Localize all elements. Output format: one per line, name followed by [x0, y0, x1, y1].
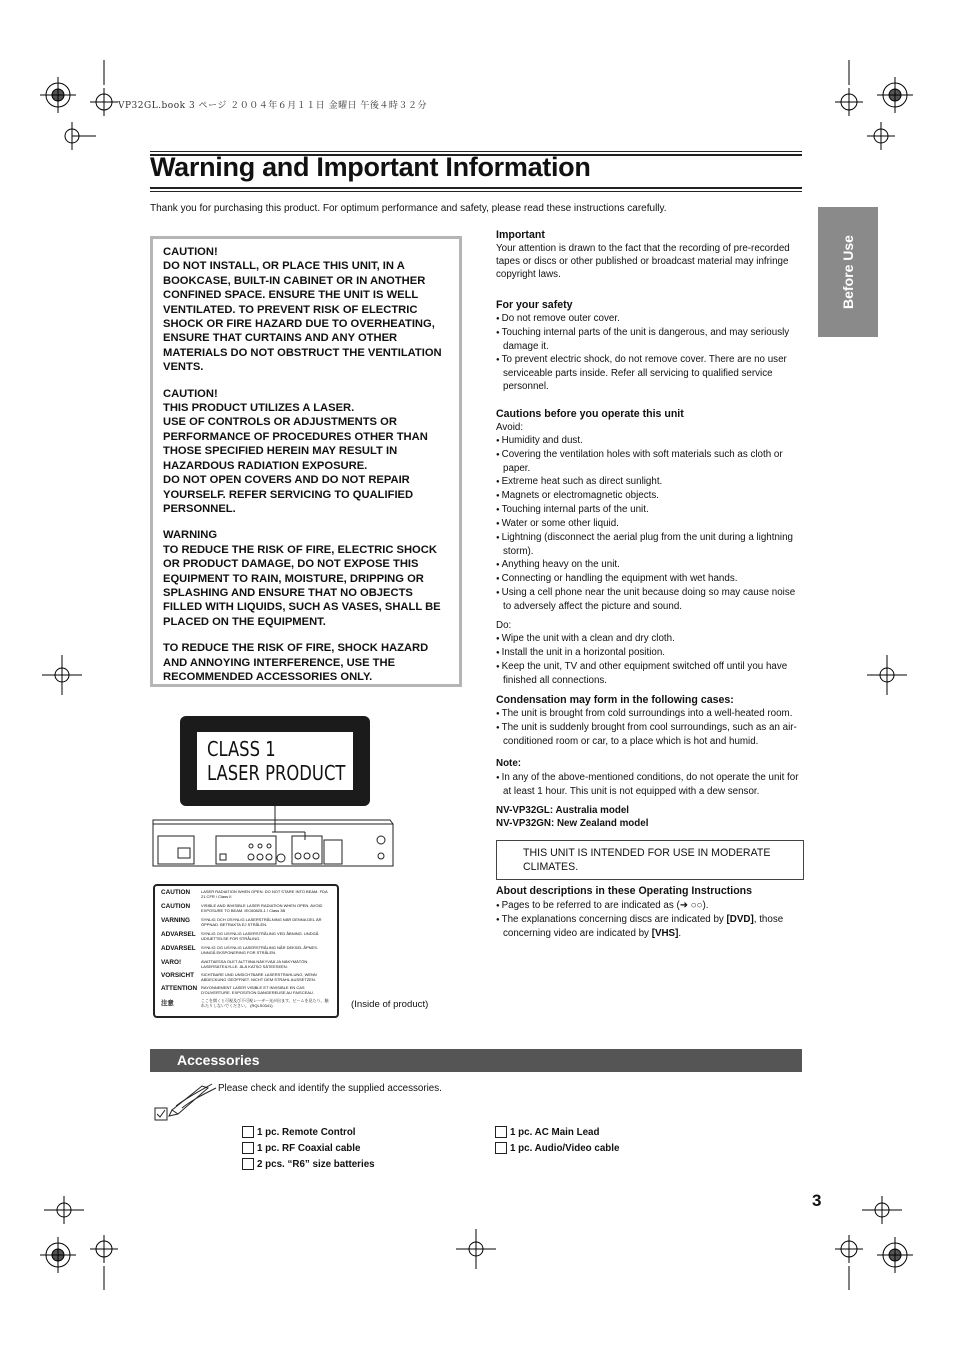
- warning-label-row: [161, 917, 331, 927]
- warning-word: ATTENTION: [161, 985, 198, 992]
- list-item: ● Magnets or electromagnetic objects.: [496, 489, 804, 503]
- checkbox[interactable]: [242, 1126, 254, 1138]
- warning-label-row: [161, 998, 331, 1008]
- laser-product-label: [180, 716, 370, 806]
- model-line-2: NV-VP32GN: New Zealand model: [496, 818, 649, 829]
- laser-label-line2: LASER PRODUCT: [207, 761, 346, 785]
- about-heading: About descriptions in these Operating Instructions: [496, 885, 753, 897]
- about-text: , those concerning video are indicated by: [503, 914, 784, 939]
- warning-word: ADVARSEL: [161, 931, 196, 938]
- title-rule-bottom: [150, 187, 802, 189]
- warning-label-row: [161, 931, 331, 941]
- avoid-label: Avoid:: [496, 422, 524, 433]
- warning-word: ADVARSEL: [161, 945, 196, 952]
- warning-paragraph-moisture: WARNING TO REDUCE THE RISK OF FIRE, ELECTRIC SHOCK OR PRODUCT DAMAGE, DO NOT EXPOSE THIS EQUIPMENT TO RAIN, MOISTURE, DRIPPING OR SPLASHING AND ENSURE THAT NO OBJECTS FILLED WITH LIQUIDS, SUCH AS VASES, SHALL BE PLACED ON THE EQUIPMENT.: [163, 529, 441, 628]
- important-heading: Important: [496, 229, 545, 241]
- checkbox[interactable]: [242, 1158, 254, 1170]
- warning-text: VISIBLE AND INVISIBLE LASER RADIATION WHEN OPEN. AVOID EXPOSURE TO BEAM. IEC60825-1 / Class 3B: [201, 903, 323, 913]
- about-text: The explanations concerning discs are indicated by: [501, 914, 727, 925]
- note-heading: Note:: [496, 758, 522, 769]
- about-descriptions: [496, 884, 804, 940]
- spacer: [496, 290, 804, 298]
- intro-text: Thank you for purchasing this product. For optimum performance and safety, please read these instructions carefully.: [150, 203, 667, 214]
- accessory-item[interactable]: [495, 1126, 599, 1140]
- list-item: ● Wipe the unit with a clean and dry cloth.: [496, 632, 804, 646]
- warning-text: LASER RADIATION WHEN OPEN. DO NOT STARE INTO BEAM. FDA 21 CFR / Class II: [201, 889, 328, 899]
- about-list: [496, 899, 804, 940]
- page-title: Warning and Important Information: [150, 152, 591, 182]
- list-item: ● Water or some other liquid.: [496, 517, 804, 531]
- warning-label-row: [161, 985, 331, 995]
- warning-text: SYNLIG OCH OSYNLIG LASERSTRÅLNING NÄR DENNA DEL ÄR ÖPPNAD. BETRAKTA EJ STRÅLEN.: [201, 917, 322, 927]
- model-line-1: NV-VP32GL: Australia model: [496, 805, 630, 816]
- warning-word: 注意: [161, 1000, 174, 1007]
- list-item: ● The unit is brought from cold surroundings into a well-heated room.: [496, 707, 804, 721]
- warning-label-row: [161, 889, 331, 899]
- do-label: Do:: [496, 620, 512, 631]
- safety-heading: For your safety: [496, 299, 573, 311]
- side-tab-before-use[interactable]: [818, 207, 878, 337]
- climate-notice-box: THIS UNIT IS INTENDED FOR USE IN MODERATE CLIMATES.: [496, 840, 804, 880]
- accessory-item[interactable]: [242, 1126, 356, 1140]
- warning-word: VARNING: [161, 917, 190, 924]
- note-list: [496, 771, 804, 798]
- warning-text: ここを開くと可視及び不可視レーザー光が出ます。ビームを見たり、触れたりしないでください。 (RQLS0341): [201, 998, 329, 1008]
- warning-label-row: [161, 903, 331, 913]
- accessory-item[interactable]: [495, 1142, 619, 1156]
- check-pen-icon: [152, 1078, 218, 1124]
- accessory-label: 1 pc. Remote Control: [257, 1127, 356, 1138]
- accessories-note: Please check and identify the supplied accessories.: [218, 1083, 442, 1094]
- avoid-list: [496, 434, 804, 613]
- checkbox[interactable]: [242, 1142, 254, 1154]
- laser-label-text: [207, 737, 345, 785]
- warning-label-row: [161, 959, 331, 969]
- list-item: ● Anything heavy on the unit.: [496, 558, 804, 572]
- warning-label-row: [161, 945, 331, 955]
- safety-list: [496, 312, 804, 393]
- accessory-item[interactable]: [242, 1142, 360, 1156]
- list-item: ● To prevent electric shock, do not remove cover. There are no user serviceable parts inside. Refer all servicing to qualified service personnel.: [496, 353, 804, 393]
- list-item: ● Connecting or handling the equipment with wet hands.: [496, 572, 804, 586]
- warning-word: VORSICHT: [161, 972, 195, 979]
- unit-rear-panel-illustration: [150, 800, 400, 872]
- list-item: ● Pages to be referred to are indicated as (➜ ○○).: [496, 899, 804, 913]
- warning-text: SYNLIG OG USYNLIG LASERSTRÅLING NÅR DEKSEL ÅPNES. UNNGÅ EKSPONERING FOR STRÅLEN.: [201, 945, 318, 955]
- side-tab-label: Before Use: [840, 235, 856, 309]
- warning-text: SICHTBARE UND UNSICHTBARE LASERSTRAHLUNG, WENN ABDECKUNG GEÖFFNET. NICHT DEM STRAHL AUSSETZEN.: [201, 972, 317, 982]
- accessory-label: 1 pc. Audio/Video cable: [510, 1143, 620, 1154]
- warning-label-row: [161, 972, 331, 982]
- checkbox[interactable]: [495, 1126, 507, 1138]
- list-item: ● In any of the above-mentioned conditions, do not operate the unit for at least 1 hour. This unit is not equipped with a dew sensor.: [496, 771, 804, 798]
- dvd-indicator: [DVD]: [726, 914, 754, 925]
- list-item: ● Do not remove outer cover.: [496, 312, 804, 326]
- checkbox[interactable]: [495, 1142, 507, 1154]
- list-item: [496, 913, 804, 940]
- list-item: ● Touching internal parts of the unit is dangerous, and may seriously damage it.: [496, 326, 804, 353]
- list-item: ● Keep the unit, TV and other equipment switched off until you have finished all connections.: [496, 660, 804, 687]
- list-item: ● Extreme heat such as direct sunlight.: [496, 475, 804, 489]
- warning-text: RAYONNEMENT LASER VISIBLE ET INVISIBLE EN CAS D'OUVERTURE. EXPOSITION DANGEREUSE AU FAISCEAU.: [201, 985, 314, 995]
- warning-word: CAUTION: [161, 903, 191, 910]
- multilingual-warning-label: [153, 884, 339, 1018]
- page-number: 3: [812, 1191, 822, 1210]
- warning-text: AVATTAESSA OLET ALTTIINA NÄKYVÄÄ JA NÄKYMÄTÖN LASERSÄTEILYLLE. ÄLÄ KATSO SÄTEESEEN.: [201, 959, 308, 969]
- accessory-item[interactable]: [242, 1158, 375, 1172]
- condensation-list: [496, 707, 804, 748]
- caution-box: [150, 236, 462, 687]
- list-item: ● Lightning (disconnect the aerial plug from the unit during a lightning storm).: [496, 531, 804, 558]
- caution-paragraph-accessories: TO REDUCE THE RISK OF FIRE, SHOCK HAZARD AND ANNOYING INTERFERENCE, USE THE RECOMMENDED ACCESSORIES ONLY.: [163, 642, 429, 683]
- list-item: ● The unit is suddenly brought from cool surroundings, such as an air-conditioned room or car, to a place which is hot and humid.: [496, 721, 804, 748]
- accessory-label: 2 pcs. “R6” size batteries: [257, 1159, 375, 1170]
- accessories-heading: Accessories: [177, 1052, 260, 1068]
- laser-label-panel: [197, 732, 353, 790]
- warning-word: VARO!: [161, 959, 182, 966]
- print-header: VP32GL.book 3 ページ ２００４年６月１１日 金曜日 午後４時３２分: [118, 101, 427, 111]
- title-rule-bottom-2: [150, 191, 802, 192]
- about-text: .: [678, 928, 682, 939]
- caution-paragraph-ventilation: CAUTION! DO NOT INSTALL, OR PLACE THIS UNIT, IN A BOOKCASE, BUILT-IN CABINET OR IN ANOTHER CONFINED SPACE. ENSURE THE UNIT IS WELL VENTILATED. TO PREVENT RISK OF ELECTRIC SHOCK OR FIRE HAZARD DUE TO OVERHEATING, ENSURE THAT CURTAINS AND ANY OTHER MATERIALS DO NOT OBSTRUCT THE VENTILATION VENTS.: [163, 246, 442, 374]
- warning-text: SYNLIG OG USYNLIG LASERSTRÅLING VED ÅBNING. UNDGÅ UDSÆTTELSE FOR STRÅLING.: [201, 931, 319, 941]
- caution-paragraph-laser: CAUTION! THIS PRODUCT UTILIZES A LASER. USE OF CONTROLS OR ADJUSTMENTS OR PERFORMANCE OF PROCEDURES OTHER THAN THOSE SPECIFIED HEREIN MAY RESULT IN HAZARDOUS RADIATION EXPOSURE. DO NOT OPEN COVERS AND DO NOT REPAIR YOURSELF. REFER SERVICING TO QUALIFIED PERSONNEL.: [163, 387, 428, 515]
- do-list: [496, 632, 804, 687]
- list-item: ● Using a cell phone near the unit because doing so may cause noise to adversely affect the picture and sound.: [496, 586, 804, 613]
- list-item: ● Install the unit in a horizontal position.: [496, 646, 804, 660]
- important-text: Your attention is drawn to the fact that the recording of pre-recorded tapes or discs or other published or broadcast material may infringe copyright laws.: [496, 243, 790, 280]
- warning-word: CAUTION: [161, 889, 191, 896]
- list-item: ● Covering the ventilation holes with soft materials such as cloth or paper.: [496, 448, 804, 475]
- inside-product-caption: (Inside of product): [351, 999, 429, 1010]
- cautions-heading: Cautions before you operate this unit: [496, 408, 684, 420]
- list-item: ● Humidity and dust.: [496, 434, 804, 448]
- laser-label-line1: CLASS 1: [207, 737, 276, 761]
- accessories-header-bar: [150, 1049, 802, 1072]
- accessory-label: 1 pc. AC Main Lead: [510, 1127, 600, 1138]
- vhs-indicator: [VHS]: [651, 928, 679, 939]
- condensation-heading: Condensation may form in the following cases:: [496, 694, 734, 706]
- right-column: [496, 228, 804, 830]
- spacer: [496, 399, 804, 407]
- accessory-label: 1 pc. RF Coaxial cable: [257, 1143, 361, 1154]
- list-item: ● Touching internal parts of the unit.: [496, 503, 804, 517]
